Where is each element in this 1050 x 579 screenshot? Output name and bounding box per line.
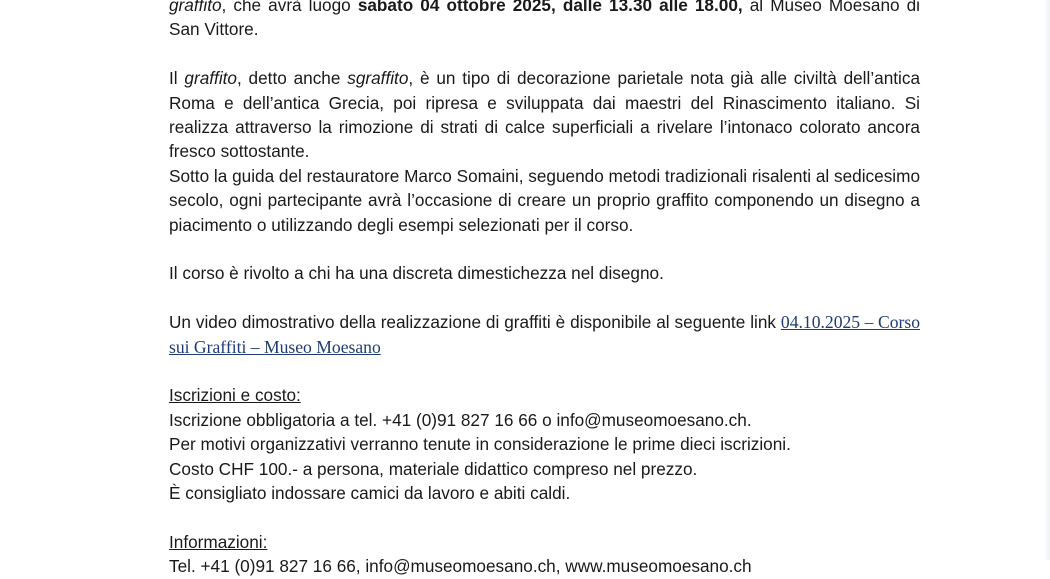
video-link[interactable]: 04.10.2025 – Corso sui Graffiti – Museo Moesano — [169, 312, 920, 357]
description-paragraph-2: Sotto la guida del restauratore Marco Somaini, seguendo metodi tradizionali risalenti al sedicesimo secolo, ogni partecipante avrà l’occasione di creare un proprio graffito componendo un disegno a piacimento o utilizzando degli esempi selezionati per il corso. — [169, 165, 920, 235]
registration-line: È consigliato indossare camici da lavoro e abiti caldi. — [169, 483, 571, 504]
desc-text-a: Il — [169, 68, 185, 89]
desc-text-c: , è un tipo di decorazione parietale nota già alle civiltà dell’antica Roma e dell’antica Grecia, poi ripresa e sviluppata dai maestri del Rinascimento italiano. Si realizza attraverso la rimozione di strati di calce superficiali a rivelare l’intonaco colorato ancora fresco sottostante. — [169, 68, 921, 162]
page-edge-shadow — [1044, 0, 1050, 560]
intro-text-a: , che avrà luogo — [221, 0, 358, 15]
intro-paragraph — [169, 0, 920, 42]
event-date: sabato 04 ottobre 2025, dalle 13.30 alle 18.00, — [357, 0, 743, 15]
audience-paragraph: Il corso è rivolto a chi ha una discreta dimestichezza nel disegno. — [169, 263, 664, 284]
registration-line: Iscrizione obbligatoria a tel. +41 (0)91 827 16 66 o info@museomoesano.ch. — [169, 409, 752, 430]
document-body — [169, 0, 920, 579]
info-heading: Informazioni: — [169, 531, 268, 552]
description-paragraph-1 — [169, 66, 920, 164]
info-line: Tel. +41 (0)91 827 16 66, info@museomoesano.ch, www.museomoesano.ch — [169, 556, 752, 577]
video-text: Un video dimostrativo della realizzazione di graffiti è disponibile al seguente link — [169, 312, 781, 333]
video-paragraph — [169, 310, 920, 359]
intro-graffito-word: graffito — [169, 0, 222, 15]
desc-text-b: , detto anche — [236, 68, 348, 89]
registration-heading: Iscrizioni e costo: — [169, 385, 301, 406]
intro-text-b: al Museo Moesano di San Vittore. — [169, 0, 921, 40]
registration-line: Per motivi organizzativi verranno tenute in considerazione le prime dieci iscrizioni. — [169, 434, 791, 455]
registration-line: Costo CHF 100.- a persona, materiale didattico compreso nel prezzo. — [169, 458, 698, 479]
desc-sgraffito-word: sgraffito — [347, 68, 409, 89]
desc-graffito-word: graffito — [184, 68, 237, 89]
